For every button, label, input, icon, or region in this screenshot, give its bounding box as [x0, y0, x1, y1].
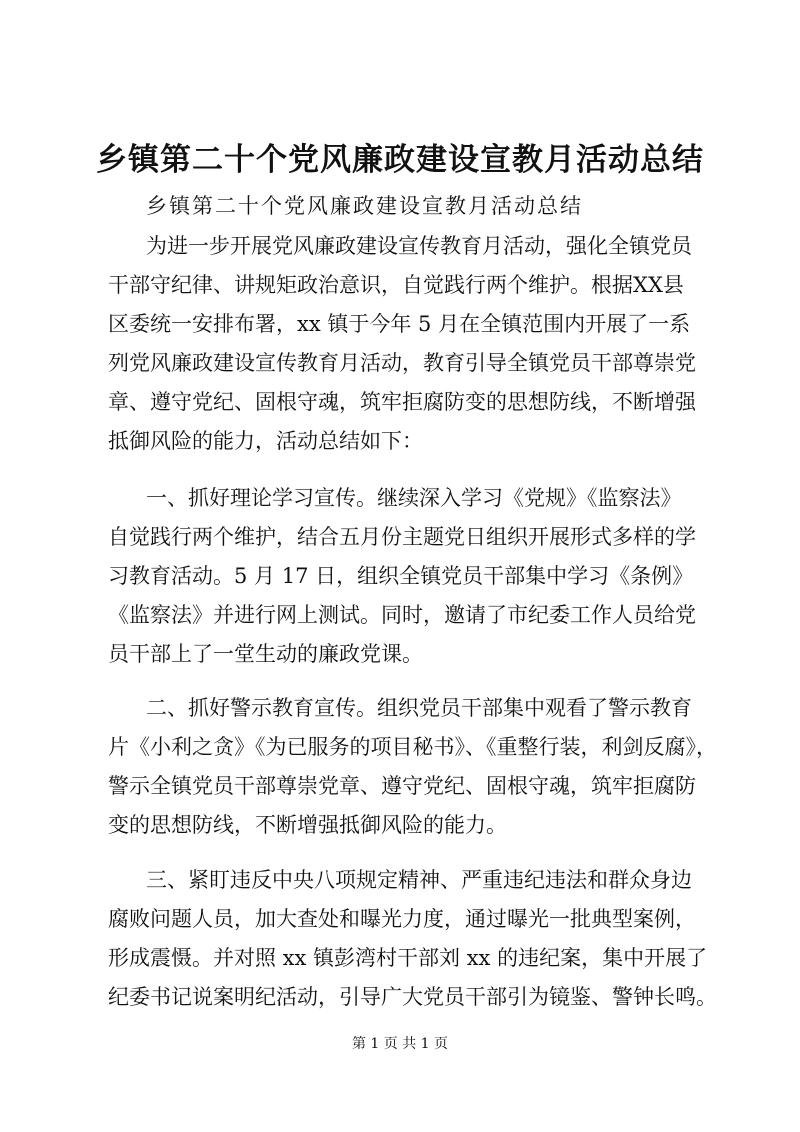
paragraph-line: 纪委书记说案明纪活动，引导广大党员干部引为镜鉴、警钟长鸣。 — [108, 985, 717, 1009]
paragraph-line: 形成震慑。并对照 xx 镇彭湾村干部刘 xx 的违纪案，集中开展了 — [108, 946, 708, 970]
paragraph-line: 抵御风险的能力，活动总结如下： — [108, 429, 423, 453]
paragraph-line: 自觉践行两个维护，结合五月份主题党日组织开展形式多样的学 — [108, 525, 696, 549]
paragraph-line: 干部守纪律、讲规矩政治意识，自觉践行两个维护。根据XX县 — [108, 273, 684, 297]
paragraph-line: 二、抓好警示教育宣传。组织党员干部集中观看了警示教育 — [146, 696, 692, 720]
paragraph-line: 列党风廉政建设宣传教育月活动，教育引导全镇党员干部尊崇党 — [108, 351, 696, 375]
paragraph-line: 员干部上了一堂生动的廉政党课。 — [108, 642, 423, 666]
paragraph-line: 习教育活动。5 月 17 日，组织全镇党员干部集中学习《条例》 — [108, 564, 694, 588]
paragraph-line: 三、紧盯违反中央八项规定精神、严重违纪违法和群众身边 — [146, 868, 692, 892]
paragraph-line: 变的思想防线，不断增强抵御风险的能力。 — [108, 813, 507, 837]
paragraph-line: 《监察法》并进行网上测试。同时，邀请了市纪委工作人员给党 — [108, 603, 696, 627]
paragraph-line: 腐败问题人员，加大查处和曝光力度，通过曝光一批典型案例， — [108, 907, 696, 931]
paragraph-line: 警示全镇党员干部尊崇党章、遵守党纪、固根守魂，筑牢拒腐防 — [108, 774, 696, 798]
document-title: 乡镇第二十个党风廉政建设宣教月活动总结 — [96, 142, 704, 178]
paragraph-line: 区委统一安排布署，xx 镇于今年 5 月在全镇范围内开展了一系 — [108, 312, 691, 336]
paragraph-line: 为进一步开展党风廉政建设宣传教育月活动，强化全镇党员 — [146, 234, 692, 258]
page-footer: 第 1 页 共 1 页 — [351, 1036, 449, 1052]
document-subtitle: 乡镇第二十个党风廉政建设宣教月活动总结 — [146, 194, 583, 218]
paragraph-line: 一、抓好理论学习宣传。继续深入学习《党规》《监察法》 — [146, 486, 682, 510]
paragraph-line: 片《小利之贪》《为已服务的项目秘书》、《重整行装，利剑反腐》， — [108, 735, 717, 759]
paragraph-line: 章、遵守党纪、固根守魂，筑牢拒腐防变的思想防线，不断增强 — [108, 390, 696, 414]
